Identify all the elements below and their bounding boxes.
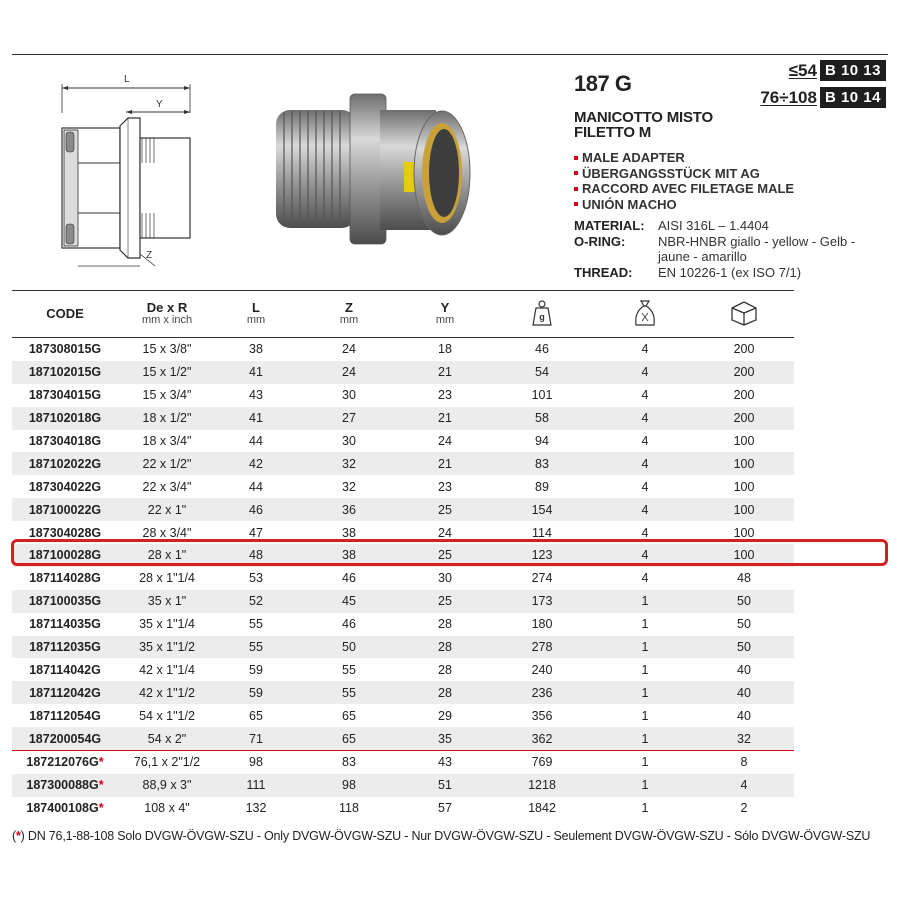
cell-y: 28 (438, 640, 452, 655)
table-row (12, 613, 794, 636)
badge-range: 76÷108 (760, 87, 817, 107)
cell-z: 24 (342, 342, 356, 357)
product-name-line-2: FILETTO M (574, 124, 652, 141)
cell-weight: 58 (535, 411, 549, 426)
table-header (12, 290, 794, 338)
cell-bag-qty: 1 (641, 617, 649, 632)
cell-bag-qty: 4 (641, 388, 649, 403)
cell-z: 32 (342, 479, 356, 494)
cell-box-qty: 100 (733, 434, 755, 448)
cell-diameter: 54 x 1"1/2 (139, 708, 195, 723)
cell-code: 187114035G (29, 617, 101, 632)
header-box (694, 300, 794, 328)
cell-code: 187100022G (28, 502, 102, 517)
cell-weight: 769 (531, 755, 553, 770)
cell-y: 28 (438, 617, 452, 632)
cell-l: 41 (249, 411, 263, 426)
cell-bag-qty: 1 (641, 662, 649, 677)
cell-y: 29 (438, 708, 452, 723)
cell-box-qty: 100 (733, 548, 755, 563)
cell-y: 21 (438, 411, 452, 426)
cell-box-qty: 200 (733, 411, 755, 426)
cell-weight: 154 (531, 502, 553, 517)
footnote (12, 829, 870, 843)
cell-l: 38 (249, 342, 263, 357)
cell-diameter: 28 x 3/4" (142, 525, 192, 540)
cell-box-qty: 100 (733, 502, 755, 517)
cell-z: 32 (342, 456, 356, 471)
cell-code: 187100028G (28, 548, 102, 563)
translation-item: RACCORD AVEC FILETAGE MALE (574, 181, 794, 197)
cell-diameter: 18 x 3/4" (142, 434, 192, 448)
cell-l: 65 (249, 708, 263, 723)
cell-weight: 274 (531, 571, 553, 586)
cell-weight: 278 (531, 640, 553, 655)
cell-z: 46 (342, 617, 356, 632)
table-row (12, 727, 794, 750)
badge-code: B 10 13 (820, 60, 886, 81)
cell-code: 187212076G* (26, 755, 104, 770)
footnote-marker: * (98, 801, 104, 816)
cell-y: 28 (438, 662, 452, 677)
cell-y: 35 (438, 731, 452, 746)
cell-box-qty: 32 (737, 731, 751, 746)
cell-box-qty: 200 (733, 365, 755, 380)
cell-z: 36 (342, 502, 356, 517)
cell-z: 27 (342, 411, 356, 426)
cell-z: 30 (342, 388, 356, 403)
cell-diameter: 42 x 1"1/2 (139, 685, 195, 700)
bullet-icon (574, 156, 578, 160)
cell-diameter: 108 x 4" (144, 801, 190, 816)
product-code-title: 187 G (574, 71, 632, 96)
cell-bag-qty: 4 (641, 411, 649, 426)
cell-l: 42 (249, 456, 263, 471)
cell-code: 187200054G (28, 731, 102, 746)
cell-bag-qty: 4 (641, 525, 649, 540)
cell-z: 24 (342, 365, 356, 380)
cell-bag-qty: 1 (641, 731, 649, 746)
cell-weight: 236 (531, 685, 553, 700)
cell-weight: 114 (532, 525, 552, 540)
cell-bag-qty: 1 (641, 685, 649, 700)
translation-list (574, 150, 794, 212)
table-row (12, 407, 794, 430)
cell-y: 25 (438, 548, 452, 563)
cell-bag-qty: 1 (641, 755, 649, 770)
cell-diameter: 22 x 3/4" (142, 479, 192, 494)
cell-bag-qty: 4 (641, 571, 649, 586)
cell-box-qty: 8 (740, 755, 748, 770)
cell-code: 187102015G (28, 365, 102, 380)
cell-l: 53 (249, 571, 263, 586)
cell-bag-qty: 1 (641, 801, 649, 816)
table-row (12, 430, 794, 453)
cell-weight: 1218 (528, 778, 556, 793)
cell-z: 65 (342, 731, 356, 746)
cell-y: 28 (438, 685, 452, 700)
cell-z: 38 (342, 548, 356, 563)
cell-code: 187114028G (29, 571, 101, 586)
cell-diameter: 28 x 1" (147, 548, 187, 563)
cell-z: 98 (342, 778, 356, 793)
cell-box-qty: 200 (733, 342, 755, 357)
footnote-close: ) (20, 829, 25, 843)
label-z: Z (146, 250, 153, 261)
product-photo (262, 70, 477, 275)
cell-diameter: 35 x 1"1/4 (139, 617, 195, 632)
spec-thread: THREAD: EN 10226-1 (ex ISO 7/1) (574, 264, 802, 280)
bag-icon (633, 299, 657, 327)
cell-code: 187102018G (28, 411, 102, 426)
cell-z: 30 (342, 434, 356, 448)
cell-box-qty: 50 (737, 594, 751, 609)
cell-y: 25 (438, 502, 452, 517)
cell-box-qty: 4 (740, 778, 748, 793)
bullet-icon (574, 171, 578, 175)
cell-box-qty: 2 (740, 801, 748, 816)
label-y: Y (156, 99, 163, 110)
cell-diameter: 18 x 1/2" (142, 411, 192, 426)
cell-bag-qty: 4 (641, 479, 649, 494)
cell-box-qty: 40 (737, 662, 751, 677)
cell-diameter: 42 x 1"1/4 (139, 662, 195, 677)
table-row (12, 452, 794, 475)
bullet-icon (574, 202, 578, 206)
cell-diameter: 35 x 1" (147, 594, 187, 609)
badge-range: ≤54 (788, 60, 817, 80)
cell-z: 50 (342, 640, 356, 655)
cell-code: 187308015G (28, 342, 102, 357)
translation-item: MALE ADAPTER (574, 150, 794, 166)
cell-weight: 1842 (528, 801, 556, 816)
cell-l: 98 (249, 755, 263, 770)
cell-bag-qty: 1 (641, 594, 649, 609)
cell-code: 187112035G (29, 640, 101, 655)
table-row (12, 704, 794, 727)
label-l: L (124, 74, 130, 85)
table-row (12, 797, 794, 820)
header-diameter: De x R mm x inch (141, 300, 193, 326)
cell-weight: 240 (531, 662, 553, 677)
cell-code: 187112054G (29, 708, 101, 723)
cell-box-qty: 50 (737, 640, 751, 655)
cell-y: 51 (438, 778, 452, 793)
cell-l: 44 (249, 434, 263, 448)
footnote-open: ( (12, 829, 16, 843)
cell-y: 23 (438, 479, 452, 494)
cell-diameter: 35 x 1"1/2 (139, 640, 195, 655)
cell-weight: 89 (535, 479, 549, 494)
cell-bag-qty: 4 (641, 548, 649, 563)
cell-weight: 46 (535, 342, 549, 357)
cell-code: 187304022G (28, 479, 102, 494)
cell-y: 24 (438, 434, 452, 448)
header-bag (596, 299, 694, 329)
cell-z: 46 (342, 571, 356, 586)
cell-l: 59 (249, 662, 263, 677)
badge-code: B 10 14 (820, 87, 886, 108)
cell-diameter: 15 x 1/2" (142, 365, 192, 380)
cell-l: 41 (249, 365, 263, 380)
cell-bag-qty: 4 (641, 365, 649, 380)
cell-weight: 180 (531, 617, 553, 632)
cell-l: 44 (249, 479, 263, 494)
cell-l: 111 (246, 778, 266, 793)
cell-z: 55 (342, 685, 356, 700)
top-rule (12, 54, 888, 55)
cell-code: 187112042G (29, 685, 101, 700)
cell-code: 187304015G (28, 388, 102, 403)
table-row (12, 498, 794, 521)
cell-code: 187304028G (28, 525, 102, 540)
cell-code: 187114042G (29, 662, 101, 677)
spec-material: MATERIAL: AISI 316L – 1.4404 (574, 218, 769, 233)
cell-z: 83 (342, 755, 356, 770)
cell-box-qty: 100 (733, 456, 755, 471)
cell-diameter: 28 x 1"1/4 (139, 571, 195, 586)
table-row (12, 567, 794, 590)
product-name-line-1: MANICOTTO MISTO (574, 109, 713, 126)
table-row (12, 774, 794, 797)
cell-y: 30 (438, 571, 452, 586)
cell-z: 38 (342, 525, 356, 540)
cell-box-qty: 50 (737, 617, 751, 632)
cell-y: 21 (438, 365, 452, 380)
cell-diameter: 22 x 1/2" (142, 456, 192, 471)
cell-l: 48 (249, 548, 263, 563)
cell-code: 187100035G (28, 594, 102, 609)
cell-l: 55 (249, 617, 263, 632)
cell-l: 59 (249, 685, 263, 700)
cell-code: 187304018G (28, 434, 102, 448)
box-icon (730, 300, 758, 326)
cell-z: 118 (339, 801, 359, 816)
cell-box-qty: 40 (737, 685, 751, 700)
header-code: CODE (46, 306, 84, 321)
cell-code: 187400108G* (26, 801, 104, 816)
cell-box-qty: 100 (733, 525, 755, 540)
footnote-star: * (15, 829, 21, 843)
table-row (12, 590, 794, 613)
table-row (12, 361, 794, 384)
cell-y: 18 (438, 342, 452, 357)
cell-weight: 356 (531, 708, 553, 723)
table-row (12, 636, 794, 659)
cell-weight: 173 (531, 594, 553, 609)
table-row (12, 681, 794, 704)
bullet-icon (574, 187, 578, 191)
cell-code: 187102022G (28, 456, 102, 471)
cell-z: 55 (342, 662, 356, 677)
footnote-marker: * (98, 778, 104, 793)
product-name (574, 110, 774, 140)
cell-box-qty: 200 (733, 388, 755, 403)
cell-z: 45 (342, 594, 356, 609)
header-l: L mm (246, 300, 266, 326)
cell-y: 25 (438, 594, 452, 609)
technical-drawing (40, 68, 230, 273)
cell-bag-qty: 1 (641, 708, 649, 723)
cell-l: 71 (249, 731, 263, 746)
cell-y: 43 (438, 755, 452, 770)
cell-diameter: 88,9 x 3" (142, 778, 192, 793)
cell-bag-qty: 4 (641, 342, 649, 357)
translation-item: UNIÓN MACHO (574, 197, 794, 213)
cell-bag-qty: 1 (641, 778, 649, 793)
cell-diameter: 76,1 x 2"1/2 (133, 755, 201, 770)
cell-bag-qty: 4 (641, 456, 649, 471)
cell-box-qty: 100 (733, 479, 755, 494)
highlight-box (11, 539, 888, 566)
cell-diameter: 15 x 3/4" (142, 388, 192, 403)
svg-text:g: g (539, 312, 545, 322)
cell-diameter: 15 x 3/8" (142, 342, 192, 357)
cell-box-qty: 40 (737, 708, 751, 723)
table-row (12, 750, 794, 774)
header-weight (488, 300, 596, 328)
table-row (12, 338, 794, 361)
badge-small-sizes (789, 60, 886, 81)
cell-y: 21 (438, 456, 452, 471)
cell-y: 23 (438, 388, 452, 403)
cell-weight: 54 (535, 365, 549, 380)
header-z: Z mm (339, 300, 359, 326)
cell-box-qty: 48 (737, 571, 751, 586)
cell-weight: 83 (535, 456, 549, 471)
table-body (12, 338, 794, 820)
cell-weight: 94 (535, 434, 549, 448)
cell-y: 57 (438, 801, 452, 816)
cell-weight: 123 (531, 548, 553, 563)
spec-o-ring: O-RING: NBR-HNBR giallo - yellow - Gelb - jaune - amarillo (574, 233, 856, 264)
cell-l: 52 (249, 594, 263, 609)
cell-diameter: 22 x 1" (147, 502, 187, 517)
weight-icon (531, 300, 553, 326)
translation-item: ÜBERGANGSSTÜCK MIT AG (574, 166, 794, 182)
cell-l: 47 (249, 525, 263, 540)
cell-code: 187300088G* (26, 778, 104, 793)
cell-bag-qty: 1 (641, 640, 649, 655)
footnote-text: DN 76,1-88-108 Solo DVGW-ÖVGW-SZU - Only DVGW-ÖVGW-SZU - Nur DVGW-ÖVGW-SZU - Seulement DVGW-ÖVGW-SZU - Sólo DVGW-ÖVGW-SZU (24, 829, 871, 843)
cell-y: 24 (438, 525, 452, 540)
cell-l: 55 (249, 640, 263, 655)
cell-weight: 101 (531, 388, 553, 403)
badge-large-sizes (760, 87, 886, 108)
footnote-marker: * (98, 755, 104, 770)
spec-block (574, 218, 884, 280)
cell-weight: 362 (531, 731, 553, 746)
cell-l: 43 (249, 388, 263, 403)
cell-z: 65 (342, 708, 356, 723)
cell-bag-qty: 4 (641, 502, 649, 517)
table-row (12, 384, 794, 407)
table-row (12, 658, 794, 681)
header-y: Y mm (435, 300, 455, 326)
cell-l: 46 (249, 502, 263, 517)
cell-l: 132 (245, 801, 267, 816)
cell-bag-qty: 4 (641, 434, 649, 448)
table-row (12, 475, 794, 498)
cell-diameter: 54 x 2" (147, 731, 187, 746)
